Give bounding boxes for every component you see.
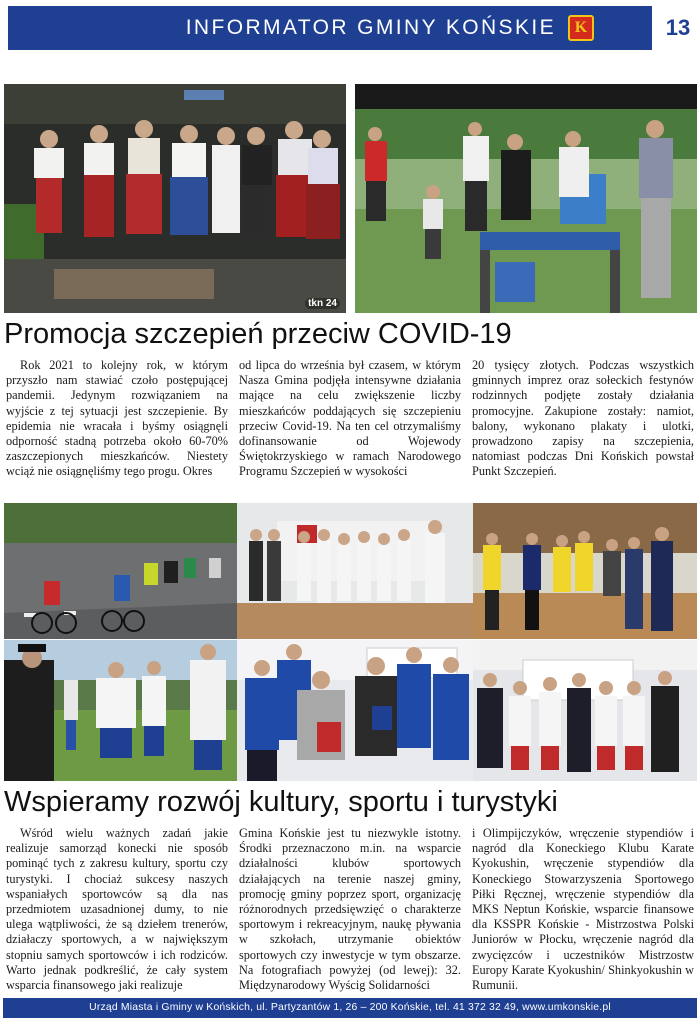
article1-text-1: Rok 2021 to kolejny rok, w którym przyszło nam stawiać czoło postępującej pandemii. Jedynym rozwiązaniem na wyjście z tej sytuacji jest szczepienie. By epidemia nie wracała i byśmy osiągnęli odporność stadną potrzeba około 60-70% zaszczepionych mieszkańców. Niestety wciąż nie osiągnęliśmy tego progu. Okres [6,358,228,479]
article2-text-3: i Olimpijczyków, wręczenie stypendiów i nagród dla Koneckiego Klubu Karate Kyokushin, wręczenie stypendiów dla Koneckiego Stowarzyszenia Sportowego Piłki Ręcznej, wręczenie stypendiów dla MKS Neptun Końskie, wsparcie finansowe dla KSSPR Końskie - Mistrzostwa Polski Juniorów w Płocku, wręczenie nagród dla zwycięzców i uczestników Mistrzostw Europy Karate Kyokushin/ Shinkyokushin w Rumunii. [472,826,694,993]
article2-column-3 [472,826,694,993]
page-footer: Urząd Miasta i Gminy w Końskich, ul. Partyzantów 1, 26 – 200 Końskie, tel. 41 372 32 49, www.umkonskie.pl [3,998,697,1018]
photo-karate-juniors [473,640,697,781]
photo-vaccine-stand [355,84,697,313]
photo-cycling-race [4,503,237,639]
photo-handball-team [473,503,697,639]
photo-karate-team [237,503,473,639]
photo-volleyball-team [237,640,473,781]
article-headline-covid: Promocja szczepień przeciw COVID-19 [4,318,512,350]
article1-column-3 [472,358,694,480]
page-number: 13 [665,15,691,40]
article1-text-2: od lipca do września był czasem, w którym Nasza Gmina podjęła intensywne działania mające na celu zwiększenie liczby mieszkańców poddających się szczepieniu przeciw Covid-19. Na ten cel otrzymaliśmy dofinansowanie od Wojewody Świętokrzyskiego w ramach Narodowego Programu Szczepień w wysokości [239,358,461,479]
article1-column-2 [239,358,461,480]
page-header [0,0,700,58]
header-bar [8,6,652,50]
article1-column-1 [6,358,228,480]
article1-text-3: 20 tysięcy złotych. Podczas wszystkich gminnych imprez oraz sołeckich festynów rodzinnych podjęte zostały działania promocyjne. Zakupione zostały: namiot, balony, wykonano plakaty i ulotki, prowadzono zapisy na szczepienia, natomiast podczas Dni Końskich powstał Punkt Szczepień. [472,358,694,479]
coat-of-arms-icon [568,15,594,41]
article2-text-2: Gmina Końskie jest tu niezwykle istotny. Środki przeznaczono m.in. na wsparcie działalności klubów sportowych działających na terenie naszej gminy, promocję gminy poprzez sport, organizację różnorodnych przedsięwzięć o charakterze sportowym i rekreacyjnym, naukę pływania w szkołach, utrzymanie obiektów sportowych czy inwestycje w tym obszarze. Na fotografiach powyżej (od lewej): 32. Międzynarodowy Wyścig Solidarności [239,826,461,993]
photo-football-match [4,640,237,781]
article-headline-culture-sport: Wspieramy rozwój kultury, sportu i turystyki [4,786,558,818]
photo-watermark: tkn 24 [305,298,340,309]
article2-column-2 [239,826,461,993]
crest-letter: K [574,19,588,36]
article2-text-1: Wśród wielu ważnych zadań jakie realizuje samorząd konecki nie sposób pominąć tych z zakresu kultury, sportu czy turystyki. I chociaż sukcesy naszych wspaniałych sportowców są dla nas przedmiotem uzasadnionej dumy, to nie ulega wątpliwości, że są dziełem trenerów, działaczy sportowych, a w największym stopniu samych sportowców i ich rodziców. Warto jednak podkreślić, że cały system wsparcia finansowego jaki realizuje [6,826,228,993]
photo-folk-group [4,84,346,313]
article2-column-1 [6,826,228,993]
publication-title: INFORMATOR GMINY KOŃSKIE [185,16,556,39]
